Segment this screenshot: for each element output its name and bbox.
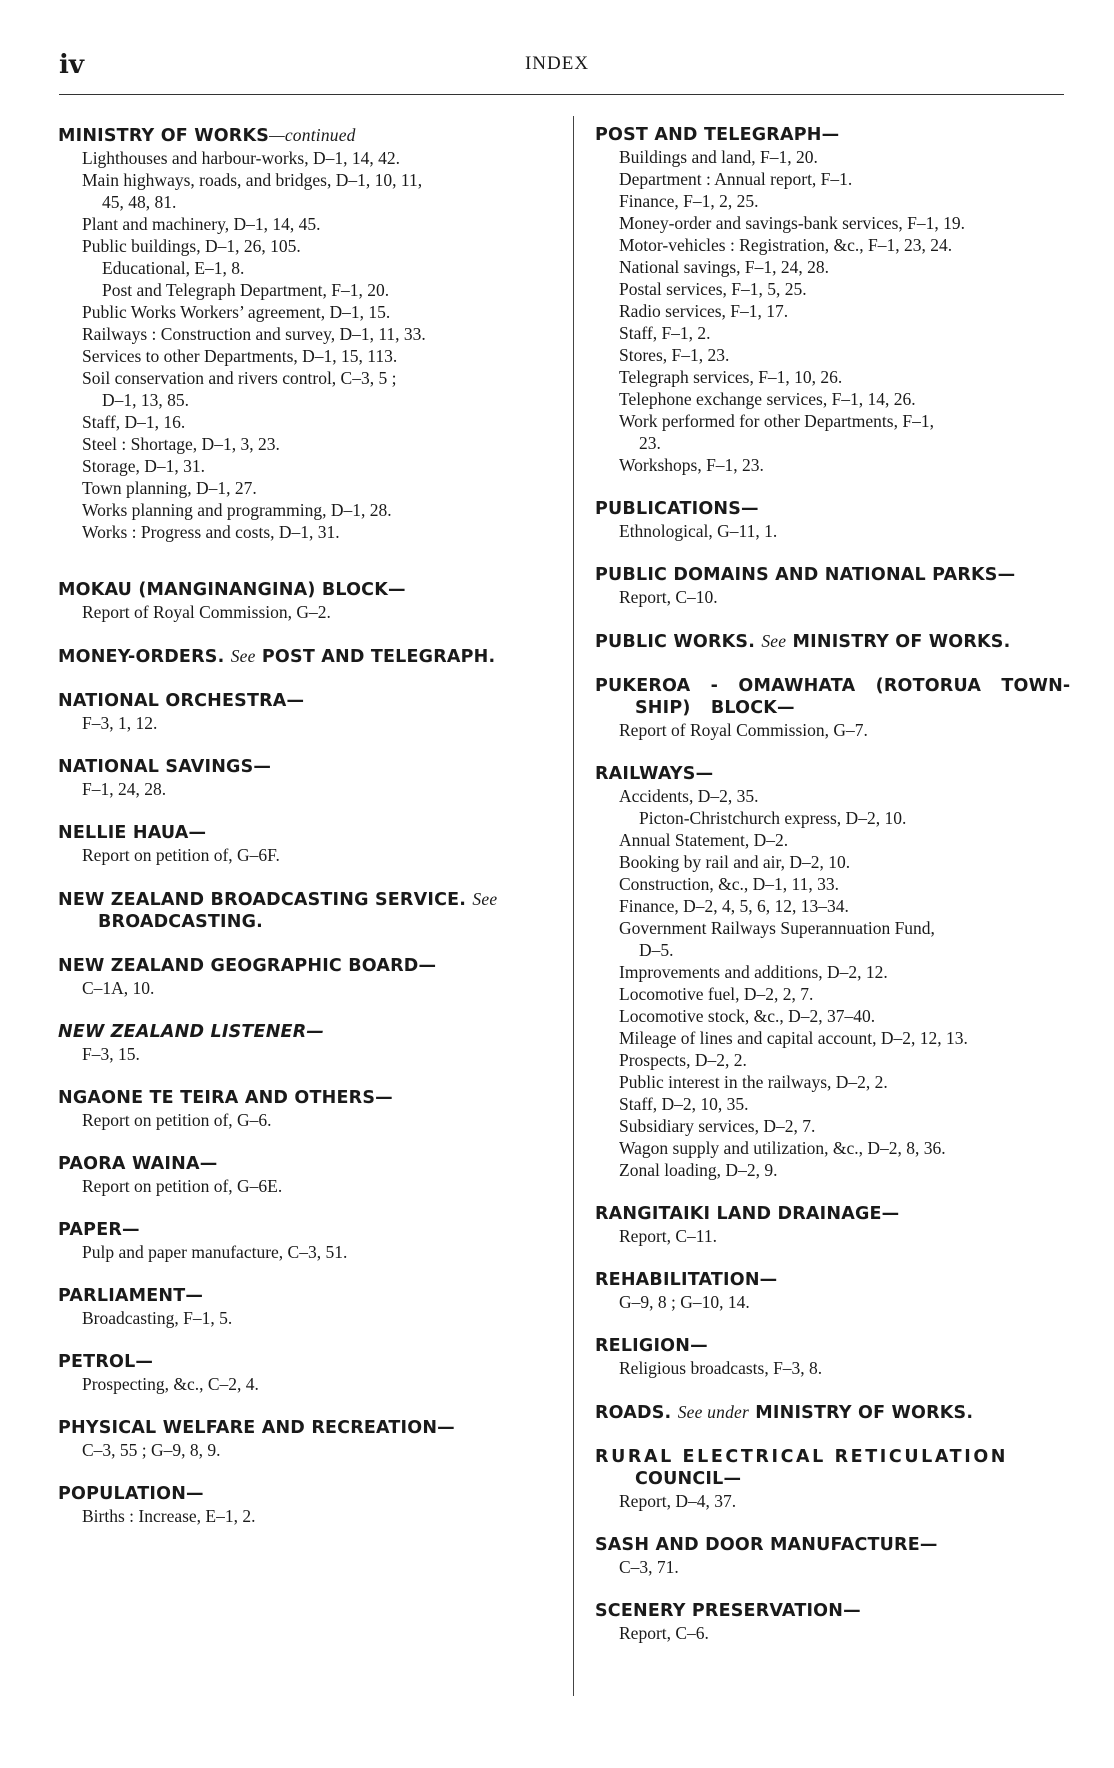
subentry [82,1241,563,1263]
subentry [619,388,1095,410]
subentry-text: Report, C–6. [619,1623,709,1643]
subentry [619,410,1095,454]
subentry-text: Soil conservation and rivers control, C–3, 5 ; [82,368,397,388]
subentry [619,785,1095,807]
right-column [595,124,1095,1644]
subentry-text: F–3, 15. [82,1044,140,1064]
subentry-text: Railways : Construction and survey, D–1, 11, 33. [82,324,426,344]
subentry [619,1071,1095,1093]
subentry [82,1307,563,1329]
subentry-text: Radio services, F–1, 17. [619,301,789,321]
subentry-continuation: 45, 48, 81. [102,192,177,212]
entry-heading [595,1401,1095,1424]
entry-heading-text: PUKEROA - OMAWHATA (ROTORUA TOWN- [595,676,1071,696]
entry-heading-text: NATIONAL ORCHESTRA— [58,691,305,711]
subentry [619,829,1095,851]
subentry-text: Report of Royal Commission, G–7. [619,720,868,740]
subentry-text: Money-order and savings-bank services, F–1, 19. [619,213,966,233]
index-entry [58,955,563,999]
entry-heading-text: MINISTRY OF WORKS [58,126,270,146]
subentry-text: Report, C–11. [619,1226,718,1246]
subentry-text: Locomotive stock, &c., D–2, 37–40. [619,1006,876,1026]
index-entry [595,1401,1095,1424]
subentry [619,983,1095,1005]
subentry-text: Buildings and land, F–1, 20. [619,147,818,167]
index-entry [58,756,563,800]
subentry-text: Religious broadcasts, F–3, 8. [619,1358,823,1378]
index-entry [58,822,563,866]
index-entry [595,1335,1095,1379]
subentry [82,147,563,169]
left-column [58,124,563,1527]
entry-heading [58,124,563,147]
subentry-text: Educational, E–1, 8. [102,258,245,278]
subentry-text: Births : Increase, E–1, 2. [82,1506,256,1526]
entry-heading [58,888,563,933]
subentry [619,344,1095,366]
subentry [619,1225,1095,1247]
subentry [619,1027,1095,1049]
index-entry [58,1087,563,1131]
entry-heading-text: SASH AND DOOR MANUFACTURE— [595,1535,938,1555]
subentry-text: Department : Annual report, F–1. [619,169,853,189]
entry-heading [58,1219,563,1241]
subentry-text: C–1A, 10. [82,978,155,998]
subentry [82,345,563,367]
subentry-text: Telephone exchange services, F–1, 14, 26. [619,389,916,409]
subentry-text: Motor-vehicles : Registration, &c., F–1, 23, 24. [619,235,953,255]
entry-heading [58,1351,563,1373]
subentry [619,917,1095,961]
subentry [82,977,563,999]
subentry-text: Public buildings, D–1, 26, 105. [82,236,301,256]
subentry-text: C–3, 71. [619,1557,679,1577]
entry-heading-text: SCENERY PRESERVATION— [595,1601,861,1621]
subentry [619,719,1095,741]
entry-heading-text: NEW ZEALAND BROADCASTING SERVICE. [58,890,467,910]
subentry [619,1049,1095,1071]
subentry [102,279,563,301]
subentry-text: Report on petition of, G–6E. [82,1176,283,1196]
entry-heading [595,124,1095,146]
subentry-continuation: D–1, 13, 85. [102,390,190,410]
index-entry [595,1534,1095,1578]
entry-heading [595,1600,1095,1622]
index-entry [595,1600,1095,1644]
entry-heading-text: NEW ZEALAND GEOGRAPHIC BOARD— [58,956,437,976]
subentry [619,1115,1095,1137]
subentry-text: Finance, F–1, 2, 25. [619,191,759,211]
continued-label: —continued [269,125,356,145]
subentry-text: Workshops, F–1, 23. [619,455,764,475]
subentry [82,499,563,521]
entry-heading [595,1335,1095,1357]
subentry-text: Main highways, roads, and bridges, D–1, 10, 11, [82,170,423,190]
entry-heading [58,1285,563,1307]
subentry [619,520,1095,542]
page-number: iv [59,50,84,80]
index-entry [595,564,1095,608]
subentry [82,1175,563,1197]
subentry [82,477,563,499]
subentry-text: Construction, &c., D–1, 11, 33. [619,874,840,894]
entry-heading [595,630,1095,653]
entry-heading [58,690,563,712]
subentry-text: Town planning, D–1, 27. [82,478,257,498]
see-reference-label: See [230,646,256,666]
entry-heading [595,1446,1095,1490]
subentry [82,844,563,866]
subentry-text: Improvements and additions, D–2, 12. [619,962,888,982]
subentry-text: F–1, 24, 28. [82,779,167,799]
subentry-text: Mileage of lines and capital account, D–2, 12, 13. [619,1028,968,1048]
entry-heading [58,822,563,844]
subentry-text: Locomotive fuel, D–2, 2, 7. [619,984,814,1004]
index-entry [58,645,563,668]
index-entry [58,1483,563,1527]
entry-heading-text: RELIGION— [595,1336,708,1356]
subentry [82,213,563,235]
entry-heading-text: POST AND TELEGRAPH— [595,125,840,145]
subentry-text: Annual Statement, D–2. [619,830,789,850]
subentry [619,454,1095,476]
subentry [82,323,563,345]
entry-heading [58,645,563,668]
subentry-text: Works : Progress and costs, D–1, 31. [82,522,340,542]
subentry [82,235,563,257]
subentry [619,1159,1095,1181]
subentry [639,807,1095,829]
entry-heading [58,1153,563,1175]
subentry [82,1043,563,1065]
index-entry [58,1219,563,1263]
subentry-text: Report on petition of, G–6. [82,1110,272,1130]
index-entry [58,690,563,734]
see-reference-label: See [761,631,787,651]
index-entry [58,124,563,543]
entry-heading [58,1087,563,1109]
subentry-text: Broadcasting, F–1, 5. [82,1308,233,1328]
entry-heading-text: PUBLIC WORKS. [595,632,756,652]
see-reference-label: See [472,889,498,909]
subentry-text: F–3, 1, 12. [82,713,158,733]
subentry [619,895,1095,917]
subentry-text: Stores, F–1, 23. [619,345,730,365]
subentry [619,1005,1095,1027]
subentry-text: Subsidiary services, D–2, 7. [619,1116,816,1136]
subentry-text: Report on petition of, G–6F. [82,845,280,865]
subentry [82,712,563,734]
subentry [82,1109,563,1131]
entry-heading-continuation: SHIP) BLOCK— [635,698,795,718]
subentry-text: Pulp and paper manufacture, C–3, 51. [82,1242,348,1262]
subentry [619,851,1095,873]
entry-heading-text: PAPER— [58,1220,140,1240]
entry-heading-text: PUBLICATIONS— [595,499,759,519]
index-entry [58,1351,563,1395]
entry-heading-text: NELLIE HAUA— [58,823,207,843]
cross-reference-target: MINISTRY OF WORKS. [755,1403,974,1423]
subentry [619,586,1095,608]
subentry-text: Finance, D–2, 4, 5, 6, 12, 13–34. [619,896,849,916]
subentry [619,190,1095,212]
entry-heading-text: PARLIAMENT— [58,1286,204,1306]
subentry-text: Staff, D–1, 16. [82,412,186,432]
subentry [82,455,563,477]
subentry [82,301,563,323]
entry-heading [58,955,563,977]
subentry-text: Staff, D–2, 10, 35. [619,1094,749,1114]
subentry-text: Plant and machinery, D–1, 14, 45. [82,214,321,234]
subentry [82,433,563,455]
subentry-text: Works planning and programming, D–1, 28. [82,500,392,520]
column-divider [573,116,574,1696]
subentry-text: Public Works Workers’ agreement, D–1, 15. [82,302,391,322]
subentry-text: G–9, 8 ; G–10, 14. [619,1292,750,1312]
subentry-text: Report, C–10. [619,587,718,607]
subentry [619,256,1095,278]
entry-heading-text: REHABILITATION— [595,1270,778,1290]
subentry-text: Prospects, D–2, 2. [619,1050,747,1070]
entry-heading-text: RANGITAIKI LAND DRAINAGE— [595,1204,900,1224]
header-rule [59,94,1064,95]
subentry-text: Picton-Christchurch express, D–2, 10. [639,808,907,828]
subentry [619,322,1095,344]
subentry-text: National savings, F–1, 24, 28. [619,257,829,277]
subentry-text: Prospecting, &c., C–2, 4. [82,1374,259,1394]
subentry-text: Lighthouses and harbour-works, D–1, 14, 42. [82,148,401,168]
entry-heading-text: NATIONAL SAVINGS— [58,757,272,777]
page-header [0,50,1114,80]
entry-heading-text: RURAL ELECTRICAL RETICULATION [595,1447,1009,1467]
subentry [82,778,563,800]
subentry [619,168,1095,190]
subentry-text: Steel : Shortage, D–1, 3, 23. [82,434,280,454]
subentry-text: Report, D–4, 37. [619,1491,737,1511]
entry-heading [595,675,1095,719]
entry-heading-text: NEW ZEALAND LISTENER— [58,1022,325,1042]
subentry-text: Storage, D–1, 31. [82,456,205,476]
index-entry [58,1285,563,1329]
subentry [82,521,563,543]
entry-heading [595,1534,1095,1556]
see-reference-label: See under [677,1402,749,1422]
subentry [619,212,1095,234]
subentry-text: Postal services, F–1, 5, 25. [619,279,807,299]
index-entry [595,763,1095,1181]
entry-heading-text: PAORA WAINA— [58,1154,218,1174]
subentry [619,300,1095,322]
subentry [82,411,563,433]
subentry [619,1556,1095,1578]
index-entry [595,124,1095,476]
subentry-text: C–3, 55 ; G–9, 8, 9. [82,1440,221,1460]
subentry-text: Ethnological, G–11, 1. [619,521,778,541]
subentry [619,234,1095,256]
index-entry [58,888,563,933]
entry-heading-text: MOKAU (MANGINANGINA) BLOCK— [58,580,406,600]
subentry-text: Post and Telegraph Department, F–1, 20. [102,280,390,300]
index-entry [595,1203,1095,1247]
subentry [619,1357,1095,1379]
index-entry [595,1269,1095,1313]
index-entry [595,630,1095,653]
entry-heading-text: RAILWAYS— [595,764,714,784]
subentry [619,961,1095,983]
subentry-text: Work performed for other Departments, F–1, [619,411,934,431]
subentry [619,146,1095,168]
index-entry [595,1446,1095,1512]
subentry-continuation: D–5. [639,940,674,960]
entry-heading [58,579,563,601]
entry-heading [58,1417,563,1439]
subentry [619,873,1095,895]
entry-heading [595,1269,1095,1291]
subentry-continuation: 23. [639,433,661,453]
entry-heading [58,756,563,778]
cross-reference-target: MINISTRY OF WORKS. [792,632,1011,652]
entry-heading-text: NGAONE TE TEIRA AND OTHERS— [58,1088,393,1108]
subentry-text: Wagon supply and utilization, &c., D–2, 8, 36. [619,1138,946,1158]
index-entry [595,498,1095,542]
subentry-text: Accidents, D–2, 35. [619,786,759,806]
subentry [619,366,1095,388]
entry-heading-text: PETROL— [58,1352,154,1372]
index-entry [58,579,563,623]
index-entry [58,1021,563,1065]
subentry [82,1439,563,1461]
entry-heading-continuation: BROADCASTING. [98,912,263,932]
entry-heading [58,1483,563,1505]
subentry [82,601,563,623]
subentry-text: Government Railways Superannuation Fund, [619,918,935,938]
entry-heading-continuation: COUNCIL— [635,1469,742,1489]
subentry-text: Zonal loading, D–2, 9. [619,1160,778,1180]
entry-heading [58,1021,563,1043]
entry-heading [595,498,1095,520]
running-head: INDEX [524,53,590,74]
subentry [82,367,563,411]
subentry-text: Services to other Departments, D–1, 15, 113. [82,346,398,366]
entry-heading-text: MONEY-ORDERS. [58,647,225,667]
subentry [82,1373,563,1395]
entry-heading [595,564,1095,586]
subentry [619,1137,1095,1159]
subentry-text: Telegraph services, F–1, 10, 26. [619,367,843,387]
subentry-text: Report of Royal Commission, G–2. [82,602,331,622]
subentry-text: Booking by rail and air, D–2, 10. [619,852,851,872]
entry-heading-text: PHYSICAL WELFARE AND RECREATION— [58,1418,455,1438]
subentry [82,1505,563,1527]
entry-heading [595,763,1095,785]
entry-heading-text: POPULATION— [58,1484,204,1504]
subentry [102,257,563,279]
subentry [619,278,1095,300]
index-entry [58,1417,563,1461]
subentry-text: Public interest in the railways, D–2, 2. [619,1072,888,1092]
index-entry [58,1153,563,1197]
subentry [619,1622,1095,1644]
entry-heading-text: ROADS. [595,1403,672,1423]
subentry-text: Staff, F–1, 2. [619,323,711,343]
subentry [619,1490,1095,1512]
entry-heading-text: PUBLIC DOMAINS AND NATIONAL PARKS— [595,565,1016,585]
cross-reference-target: POST AND TELEGRAPH. [261,647,496,667]
subentry [619,1291,1095,1313]
entry-heading [595,1203,1095,1225]
index-entry [595,675,1095,741]
subentry [619,1093,1095,1115]
subentry [82,169,563,213]
